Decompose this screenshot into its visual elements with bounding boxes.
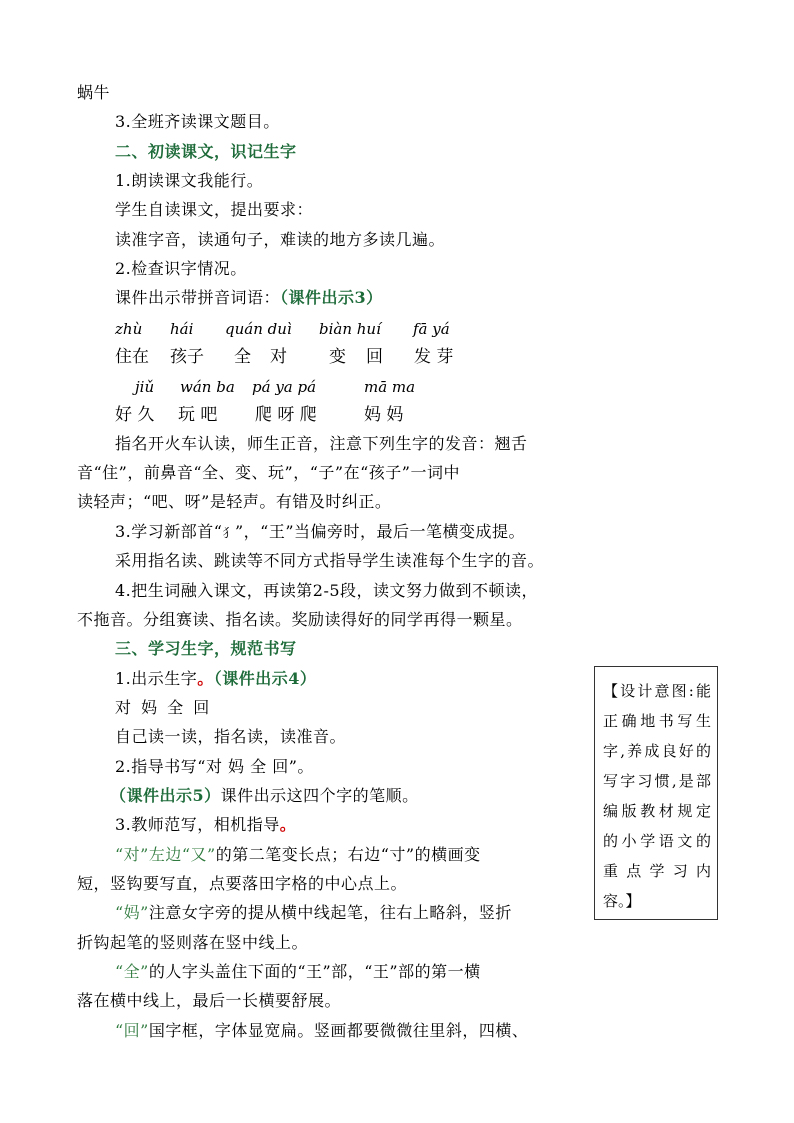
text-span: 3.学习新部首“: [115, 522, 223, 541]
word: 对: [270, 347, 287, 367]
text-line: [110, 784, 419, 808]
text-line: 音“住”，前鼻音“全、变、玩”，“子”在“孩子”一词中: [77, 463, 460, 482]
word: 住在: [115, 347, 149, 367]
sidebox-line: 重 点 学 习 内: [603, 862, 711, 880]
sidebox-line: 容。】: [603, 892, 641, 910]
text-line: 2.检查识字情况。: [115, 259, 247, 278]
quoted-char: “对”左边“又”: [115, 845, 216, 864]
text-line: 蜗牛: [77, 83, 111, 102]
text-line: [115, 1019, 528, 1043]
text-span: 3.教师范写，相机指导: [115, 815, 280, 834]
text-line: [115, 520, 525, 545]
section-heading: 二、初读课文，识记生字: [115, 142, 297, 161]
word: 全: [234, 347, 251, 367]
text-line: 2.指导书写“对 妈 全 回”。: [115, 757, 314, 776]
text-line: [115, 813, 296, 837]
text-line: 自己读一读，指名读，读准音。: [115, 727, 347, 746]
quoted-char: “全”: [115, 962, 149, 981]
text-span: 课件出示带拼音词语：: [115, 288, 281, 307]
pinyin: hái: [170, 320, 194, 338]
text-line: [115, 843, 481, 867]
text-line: [115, 960, 481, 984]
text-line: 学生自读课文，提出要求：: [115, 200, 314, 219]
courseware-ref: （课件出示4）: [213, 669, 317, 688]
text-line: 采用指名读、跳读等不同方式指导学生读准每个生字的音。: [115, 551, 545, 570]
text-span: 国字框，字体显宽扁。竖画都要微微往里斜，四横、: [148, 1021, 529, 1040]
text-span: 注意女字旁的提从横中线起笔，往右上略斜，竖折: [148, 903, 512, 922]
word: 孩子: [170, 347, 204, 367]
radical-glyph: 犭: [222, 526, 235, 540]
sidebox-line: 编版教材规定: [603, 802, 711, 820]
pinyin: mā ma: [364, 378, 416, 396]
courseware-ref: （课件出示5）: [110, 786, 221, 805]
quoted-char: “妈”: [115, 903, 149, 922]
quoted-char: “回”: [115, 1021, 149, 1040]
pinyin: pá ya pá: [252, 378, 317, 396]
courseware-ref: （课件出示3）: [280, 288, 383, 307]
text-line: 短，竖钩要写直，点要落田字格的中心点上。: [77, 874, 408, 893]
pinyin: quán duì: [225, 320, 292, 338]
pinyin: wán ba: [180, 378, 235, 396]
sidebox-line: 【设计意图:能: [603, 682, 711, 700]
text-line: [115, 901, 512, 925]
text-line: [115, 667, 316, 691]
text-span: 1.出示生字: [115, 669, 198, 688]
text-line: 1.朗读课文我能行。: [115, 171, 264, 190]
text-line: 不拖音。分组赛读、指名读。奖励读得好的同学再得一颗星。: [77, 610, 523, 629]
text-line: 读准字音，读通句子，难读的地方多读几遍。: [115, 230, 446, 249]
word: 好 久: [115, 405, 155, 425]
text-line: 落在横中线上，最后一长横要舒展。: [77, 991, 342, 1010]
text-line: [115, 286, 383, 310]
design-intent-box: [594, 666, 718, 920]
word: 妈 妈: [364, 405, 404, 425]
red-mark: 。: [279, 815, 297, 834]
word: 回: [366, 347, 383, 367]
section-heading: 三、学习生字，规范书写: [115, 639, 297, 658]
sidebox-line: 的小学语文的: [603, 832, 711, 850]
sidebox-line: 写字习惯,是部: [603, 772, 711, 790]
pinyin: fā yá: [413, 320, 450, 338]
red-mark: 。: [197, 669, 214, 688]
word: 玩 吧: [178, 405, 218, 425]
text-line: 4.把生词融入课文，再读第2-5段，读文努力做到不顿读，: [115, 581, 539, 600]
pinyin: zhù: [115, 320, 143, 338]
text-line: 指名开火车认读，师生正音，注意下列生字的发音：翘舌: [115, 434, 528, 453]
text-line: 3.全班齐读课文题目。: [115, 112, 280, 131]
word: 发 芽: [414, 347, 454, 367]
text-line: 读轻声；“吧、呀”是轻声。有错及时纠正。: [77, 492, 392, 511]
text-span: 的人字头盖住下面的“王”部，“王”部的第一横: [148, 962, 481, 981]
text-span: 课件出示这四个字的笔顺。: [220, 786, 419, 805]
text-line: 对 妈 全 回: [115, 698, 210, 717]
pinyin: biàn huí: [319, 320, 381, 338]
sidebox-line: 正确地书写生: [603, 712, 711, 730]
word: 变: [329, 347, 346, 367]
text-line: 折钩起笔的竖则落在竖中线上。: [77, 933, 309, 952]
text-span: 的第二笔变长点；右边“寸”的横画变: [215, 845, 481, 864]
text-span: ”，“王”当偏旁时，最后一笔横变成提。: [234, 522, 526, 541]
sidebox-line: 字,养成良好的: [603, 742, 711, 760]
pinyin: jiǔ: [135, 378, 155, 396]
word: 爬 呀 爬: [255, 405, 317, 425]
